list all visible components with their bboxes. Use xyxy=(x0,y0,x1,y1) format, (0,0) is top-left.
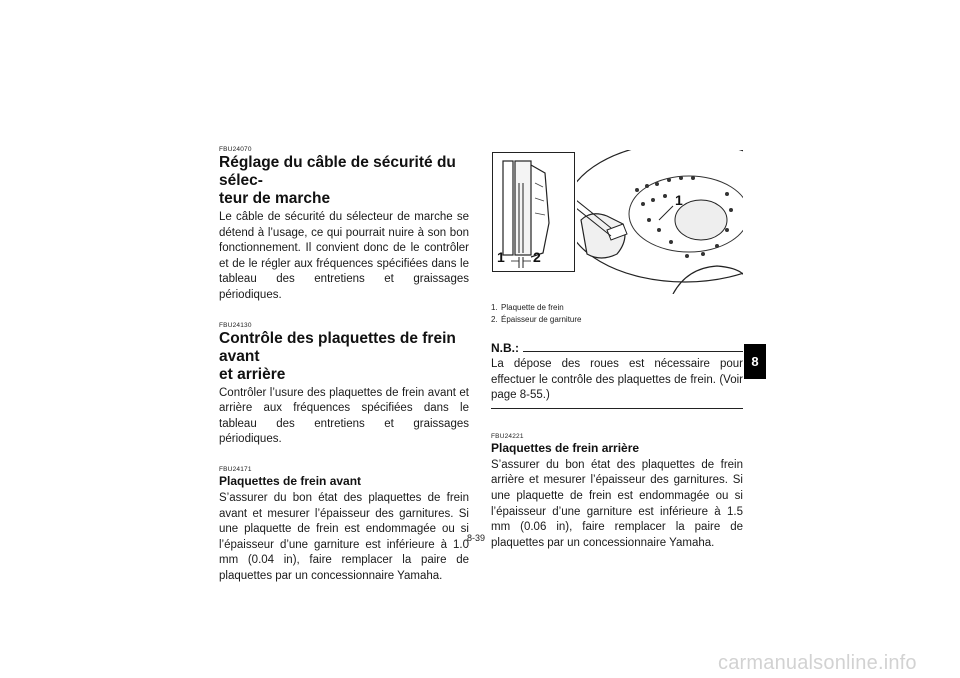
caption-item: 1. Plaquette de frein xyxy=(491,303,564,312)
left-column xyxy=(219,146,469,585)
page-number: 8-39 xyxy=(467,533,486,543)
section-title-front-pads: Plaquettes de frein avant xyxy=(219,473,362,488)
section-title-cable xyxy=(219,154,469,208)
section-code: FBU24070 xyxy=(219,146,252,153)
thickness-label: 2 xyxy=(533,249,541,265)
section-title-brake-pads xyxy=(219,330,469,384)
section-body-cable: Le câble de sécurité du sélecteur de marche se détend à l’usage, ce qui pourrait nuire à son bon fonctionnement. Il convient donc de le contrôler et de le régler aux fréquences spécifiées dans le tableau des entretiens et graissages périodiques. xyxy=(219,211,469,301)
note-text: La dépose des roues est nécessaire pour effectuer le contrôle des plaquettes de frein. (Voir page 8-55.) xyxy=(491,358,743,402)
pad-label: 1 xyxy=(497,249,505,265)
title-line: Contrôle des plaquettes de frein avant xyxy=(219,329,456,365)
section-code: FBU24171 xyxy=(219,465,252,473)
title-line: Réglage du câble de sécurité du sélec- xyxy=(219,154,456,189)
section-title-rear-pads: Plaquettes de frein arrière xyxy=(491,440,640,455)
section-body-brake-pads: Contrôler l’usure des plaquettes de frein avant et arrière aux fréquences spécifiées dans le tableau des entretiens et graissages périodiques. xyxy=(219,386,469,446)
note-label: N.B.: xyxy=(491,341,519,355)
section-code: FBU24221 xyxy=(491,432,524,440)
figure-captions xyxy=(491,302,743,326)
section-code: FBU24130 xyxy=(219,321,252,329)
pad-detail-inset xyxy=(492,152,575,272)
section-body-front-pads: S’assurer du bon état des plaquettes de frein avant et mesurer l’épaisseur des garnitures. Si une plaquette de frein est endommagée ou si l’épaisseur d’une garniture est inférieure à 1.0 mm (0.04 in), faire remplacer la paire de plaquettes par un concessionnaire Yamaha. xyxy=(219,491,469,582)
brake-disc-drawing xyxy=(577,150,743,294)
caption-item: 2. Épaisseur de garniture xyxy=(491,315,582,324)
pad-label: 1 xyxy=(675,192,683,208)
section-body-rear-pads: S’assurer du bon état des plaquettes de frein arrière et mesurer l’épaisseur des garnitures. Si une plaquette de frein est endommagée ou si l’épaisseur d’une garniture est inférieure à 1.5 mm (0.06 in), faire remplacer la paire de plaquettes par un concessionnaire Yamaha. xyxy=(491,458,743,549)
note-rule xyxy=(523,351,743,352)
watermark: carmanualsonline.info xyxy=(718,652,917,674)
title-line: et arrière xyxy=(219,365,286,383)
title-line: teur de marche xyxy=(219,190,331,207)
brake-pad-figure xyxy=(491,150,743,294)
chapter-tab: 8 xyxy=(744,344,766,379)
note-box xyxy=(491,342,743,409)
right-column xyxy=(491,150,743,551)
